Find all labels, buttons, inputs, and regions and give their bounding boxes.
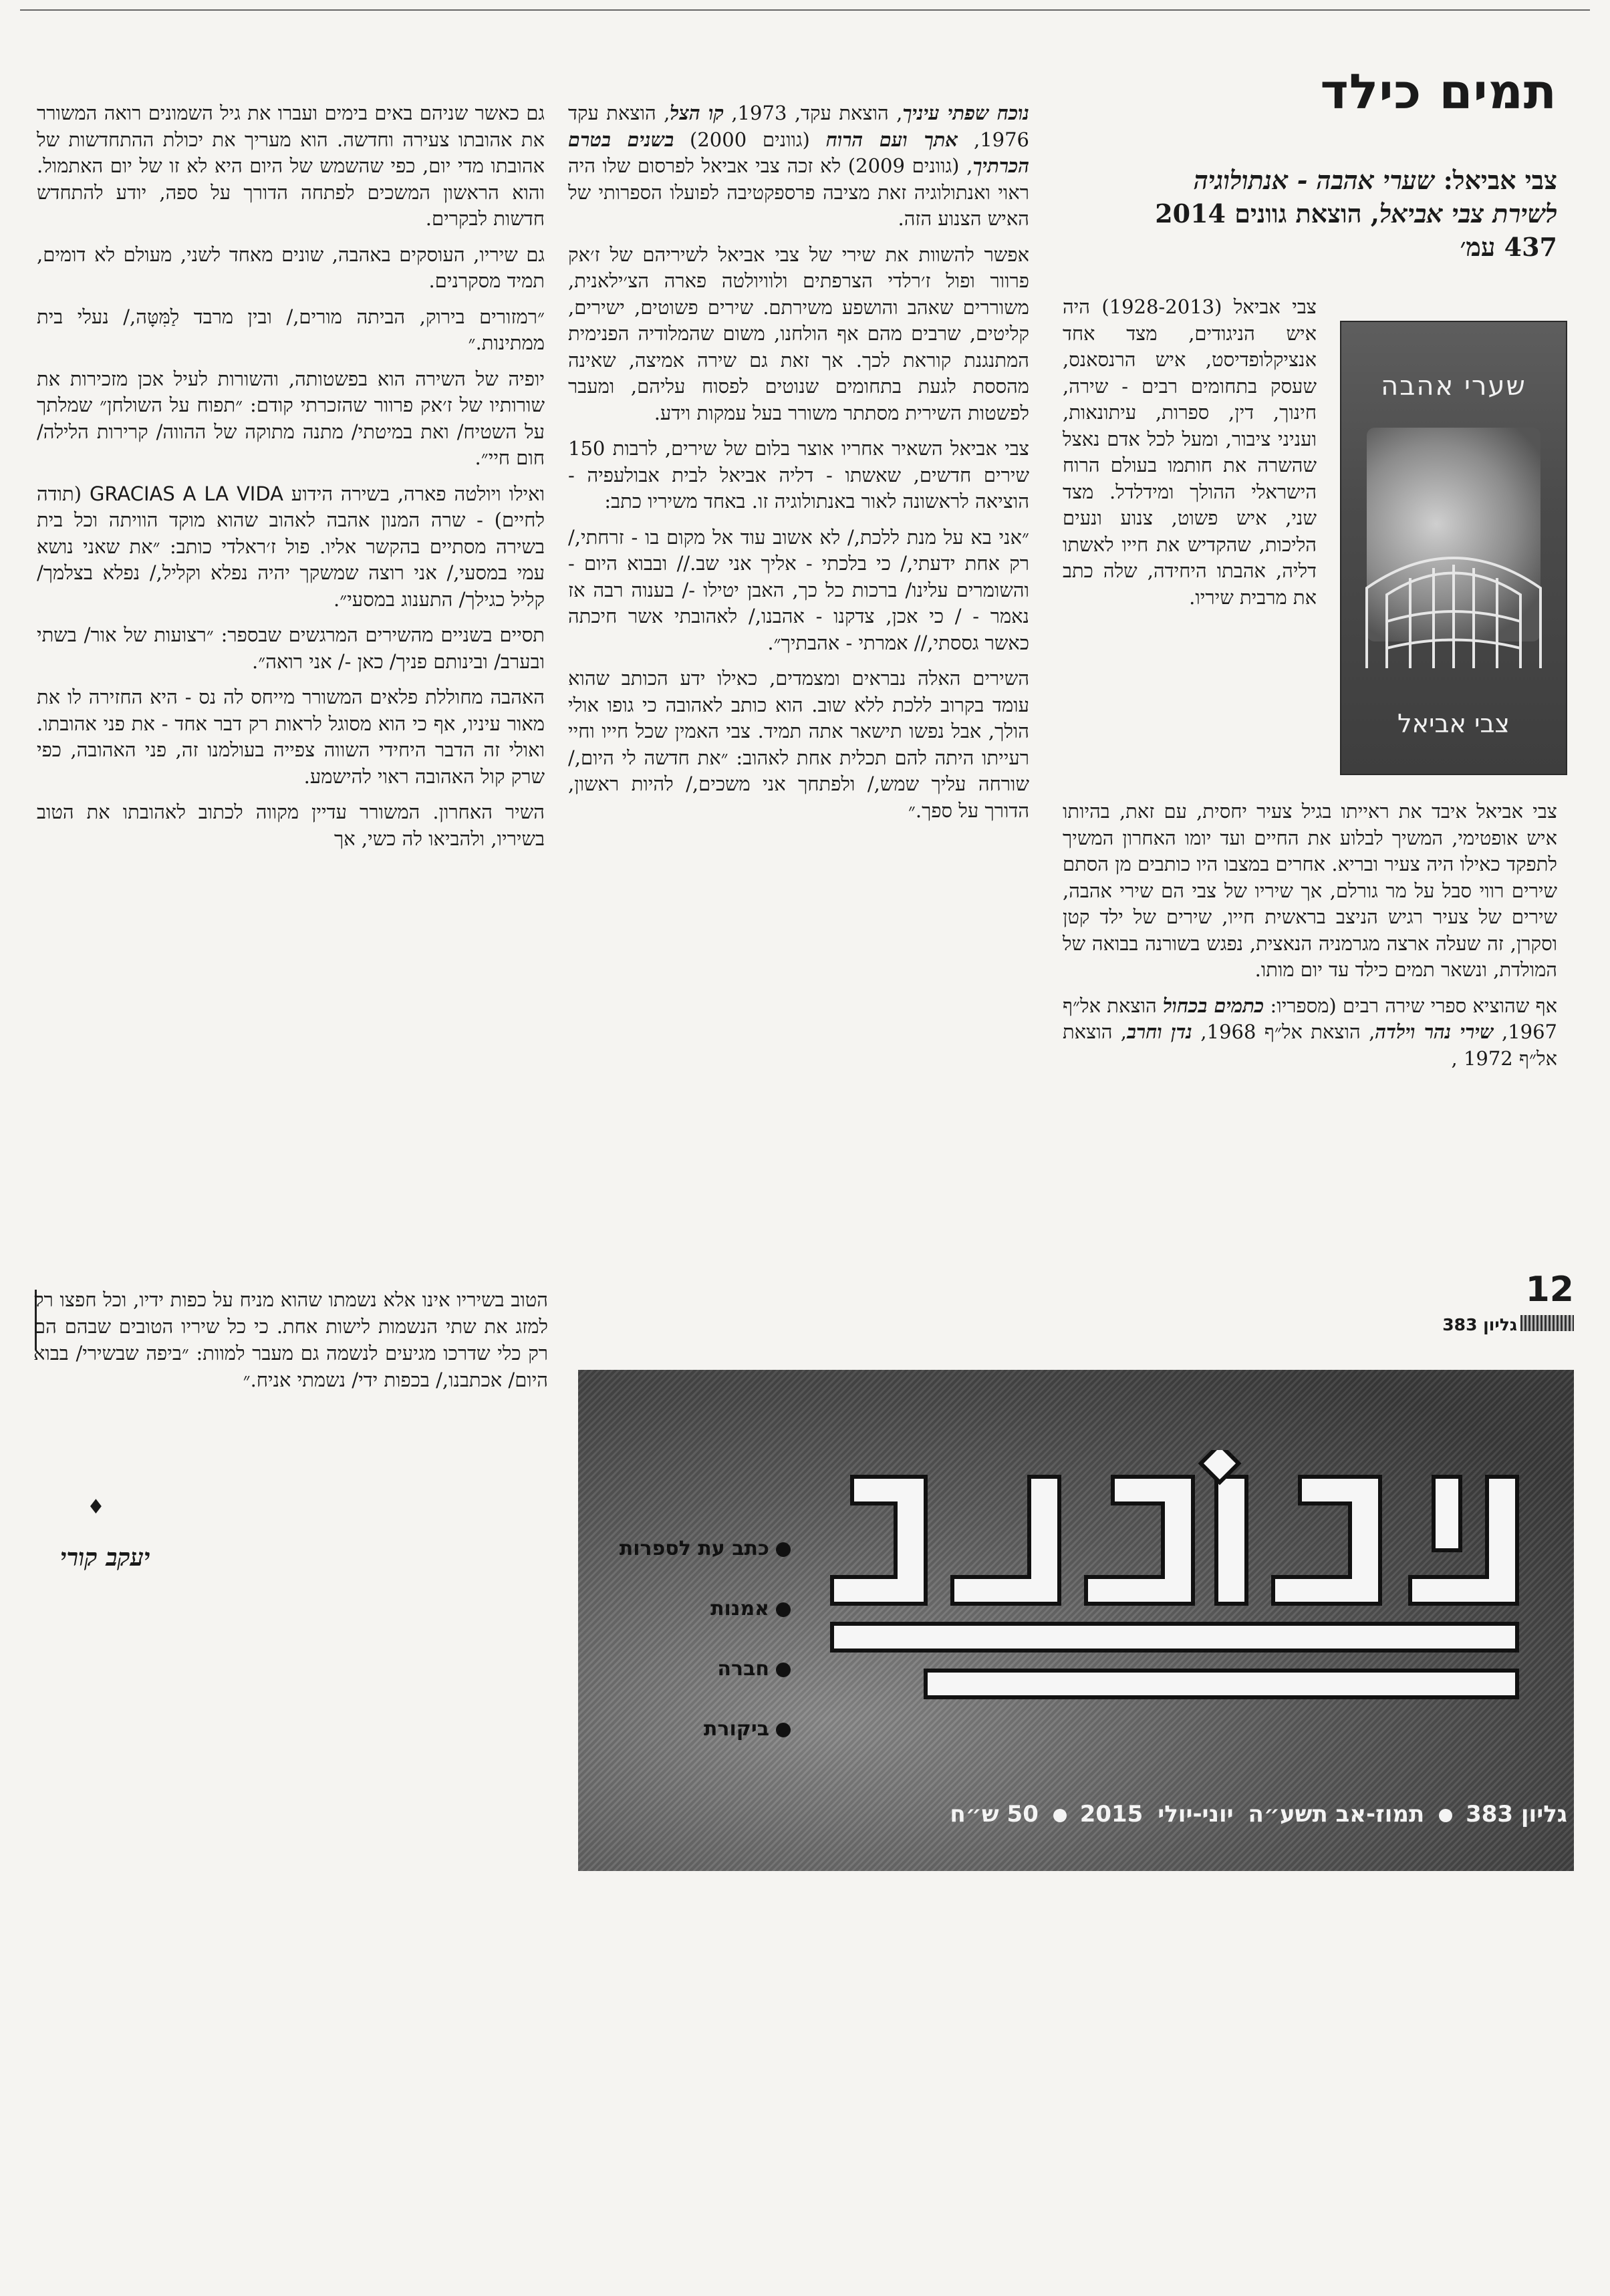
cover-gate-illustration: [1360, 515, 1547, 675]
poem-quote: ״רמזורים בירוק, הביתה מורים,/ ובין מרבד לַמִּטָּה,/ נעלי בית ממתינות.״: [37, 305, 545, 354]
paragraph: יופיה של השירה הוא בפשטותה, והשורות לעיל אכן מזכירות את שורותיו של ז׳אק פרוור שהזכרתי קודם: ״תפוח על השולחן״ שמלתך על השטיח/ ואת במיטתי/ מתנה מתוקה של ההווה/ קרירות הלילה/ חום חיי״.: [37, 367, 545, 469]
book-info: [1063, 164, 1557, 264]
bullet-icon: [1053, 1809, 1067, 1822]
paragraph: נוכח שפתי עיניך, הוצאת עקד, 1973, קו הצל, הוצאת עקד 1976, אתך ועם הרוח (גוונים 2000) בשנים בטרם הכרתיך, (גוונים 2009) לא זכה צבי אביאל לפרסום שלו היה ראוי ואנתולוגיה זאת מציבה פרספקטיבה לפועלו הספרותי של האיש הצנוע הזה.: [568, 102, 1029, 230]
author-signature: יעקב קורי: [60, 1544, 150, 1572]
column-middle: [568, 100, 1029, 833]
top-rule: [20, 9, 1590, 11]
bullet-icon: [1439, 1809, 1452, 1822]
page-number: 12: [1525, 1270, 1574, 1310]
paragraph: השיר האחרון. המשורר עדיין מקווה לכתוב לאהובתו את הטוב בשיריו, ולהביאו לה כשי, אך: [37, 801, 545, 850]
end-mark: ♦: [87, 1495, 105, 1519]
book-info-line-3: 437 עמ׳: [1460, 232, 1557, 262]
paragraph: צבי אביאל השאיר אחריו אוצר בלום של שירים, לרבות 150 שירים חדשים, שאשתו - דליה אביאל לבית אבולעפיה - הוציאה לראשונה לאור באנתולוגיה זו. באחד משיריו כתב:: [568, 437, 1029, 513]
ad-item-literature: כתב עת לספרות: [590, 1537, 791, 1560]
column-left: [37, 100, 545, 861]
book-info-line-2: לשירת צבי אביאל, הוצאת גוונים 2014: [1155, 198, 1557, 229]
poem-quote: תסיים בשניים מהשירים המרגשים שבספר: ״רצועות של אור/ בשתי ובערב/ ובינותם פניך/ כאן -/ אני רואה״.: [37, 623, 545, 673]
paragraph: אף שהוציא ספרי שירה רבים (מספריו: כתמים בכחול הוצאת אל״ף 1967, שירי נהר וילדה, הוצאת אל״ף 1968, נדן וחרב, הוצאת אל״ף 1972 ,: [1063, 994, 1557, 1070]
paragraph: השירים האלה נבראים ומצמדים, כאילו ידע הכותב שהוא עומד בקרוב ללכת ללא שוב. הוא כותב לאהובה כי גופו אולי הולך, אבל נפשו תישאר אתה תמיד. צבי האמין שכל חייו וחיי רעייתו היתה להם תכלית אחת לאהוב: ״את חדשה לי היום,/ שורחה עליך שמש,/ ולפתחך אני משכים,/ להיות ראשון, הדורך על ספך.״: [568, 667, 1029, 822]
paragraph: גם כאשר שניהם באים בימים ועברו את גיל השמונים רואה המשורר את אהובתו צעירה וחדשה. הוא מעריך את יכולת ההתחדשות של אהובתו מדי יום, כפי שהשמש של היום היא לא זו של יום האתמול. והוא הראשון המשכים לפתחה הדורך על ספה, יודע להתחדש חדשות לבקרים.: [37, 102, 545, 230]
column-right-top: [1063, 294, 1317, 620]
issue-label: גליון 383: [1442, 1315, 1517, 1334]
iton77-logo: [792, 1450, 1534, 1744]
magazine-ad: [578, 1370, 1574, 1871]
paragraph: האהבה מחוללת פלאים המשורר מייחס לה נס - היא החזירה לו את מאור עיניו, אף כי הוא מסוגל לראות רק דבר אחד - את פני אהובתו. ואולי זה הדבר היחידי השווה צפייה בעולמנו זה, פני האהובה, כפי שרק קול האהובה ראוי להישמע.: [37, 686, 545, 788]
cover-title: שערי אהבה: [1381, 371, 1526, 402]
bullet-icon: [776, 1663, 791, 1677]
ad-item-society: חברה: [590, 1657, 791, 1681]
book-cover-image: [1340, 321, 1567, 775]
bullet-icon: [776, 1723, 791, 1737]
column-right-bottom: [1063, 799, 1557, 1081]
bullet-icon: [776, 1602, 791, 1617]
poem-quote: ״אני בא על מנת ללכת,/ לא אשוב עוד אל מקום בו - זרחתי,/ רק אחת ידעתי,/ כי בלכתי - אליך אני שב.// ובבוא היום - והשומרים עלינו/ ברכות כל כך, האבן יטילו -/ בענוה רבה אז נאמר - / כי אכן, צדקנו - אהבנו,/ לאהובתי אשר חיכתה כאשר גססתי,// אמרתי - אהבתיך״.: [568, 525, 1029, 654]
hatch-decoration: [1520, 1315, 1574, 1331]
paragraph: ואילו ויולטה פארה, בשירה הידוע GRACIAS A LA VIDA (תודה לחיים) - שרה המנון אהבה לאהוב שהוא מוקד הוויתה וכל בית בשירה מסתיים בהקשר אליו. פול ז׳ראלדי כותב: ״את שאני נושא עמי במסעי,/ אני רוצה שמשקך יהיה נפלא וקליל,/ נפלא בצלמך/ קליל כגילך/ התענוג במסעי״.: [37, 482, 545, 611]
paragraph: צבי אביאל (1928-2013) היה איש הניגודים, מצד אחד אנציקלופדיסט, איש הרנסאנס, שעסק בתחומים רבים - שירה, חינוך, דין, ספרות, עיתונאות, ועניני ציבור, ומעל לכל אדם נאצל שהשרה את חותמו בעולם הרוח הישראלי ההולך ומידלדל. מצד שני, איש פשוט, צנוע ונעים הליכות, שהקדיש את חייו לאשתו דליה, אהבתו היחידה, שלה כתב את מרבית שיריו.: [1063, 295, 1317, 609]
ad-footer: גליון 383 תמוז-אב תשע״ה יוני-יולי 2015 50 ש״ח: [950, 1801, 1567, 1828]
paragraph: אפשר להשוות את שירי של צבי אביאל לשיריהם של ז׳אק פרוור ופול ז׳רלדי הצרפתים ולוויולטה פארה הצ׳ילאנית, משוררים שאהב והושפע משירתם. שירים פשוטים, ישירים, קליטים, שרבים מהם אף הולחנו, משום שהמלודיה הפנימית המתנגנת קוראת לכך. אך זאת גם שירה אמיצה, שאינה מהססת לגעת בתחומים שנוטים לפסוח עליהם, ומעבר לפשטות השירית מסתתר משורר בעל עמקות וידע.: [568, 243, 1029, 424]
ad-item-art: אמנות: [590, 1597, 791, 1620]
bullet-icon: [776, 1542, 791, 1557]
paragraph: צבי אביאל איבד את ראייתו בגיל צעיר יחסית, עם זאת, בהיותו איש אופטימי, המשיך לבלוע את החיים ועד יומו האחרון המשיך לתפקד כאילו היה צעיר ובריא. אחרים במצבו היו כותבים מן הסתם שירים רווי סבל על מר גורלם, אך שיריו של צבי הם שירי אהבה, שירים של צעיר רגיש הניצב בראשית חייו, שירים של ילד קטן וסקרן, זה שעלה ארצה מגרמניה הנאצית, נפגש בשורנה בבואה של המולדת, ונשאר תמים כילד עד יום מותו.: [1063, 800, 1557, 981]
page-title: תמים כילד: [1320, 63, 1557, 120]
continued-text: הטוב בשיריו אינו אלא נשמתו שהוא מניח על כפות ידיו, וכל חפצו רק למזג את שתי הנשמות לישות אחת. כי כל שיריו הטובים שבהם הם רק כלי שדרכו מגיעים לנשמה גם מעבר למוות: ״ביפה שבשירי/ בבוא היום/ אכתבנו,/ בכפות ידי/ נשמתי אניח.״: [33, 1288, 548, 1391]
cover-author: צבי אביאל: [1397, 709, 1510, 738]
book-info-line-1: צבי אביאל: שערי אהבה - אנתולוגיה: [1194, 165, 1557, 195]
ad-item-criticism: ביקורת: [590, 1717, 791, 1741]
paragraph: גם שיריו, העוסקים באהבה, שונים מאחד לשני, מעולם לא דומים, תמיד מסקרנים.: [37, 243, 545, 292]
